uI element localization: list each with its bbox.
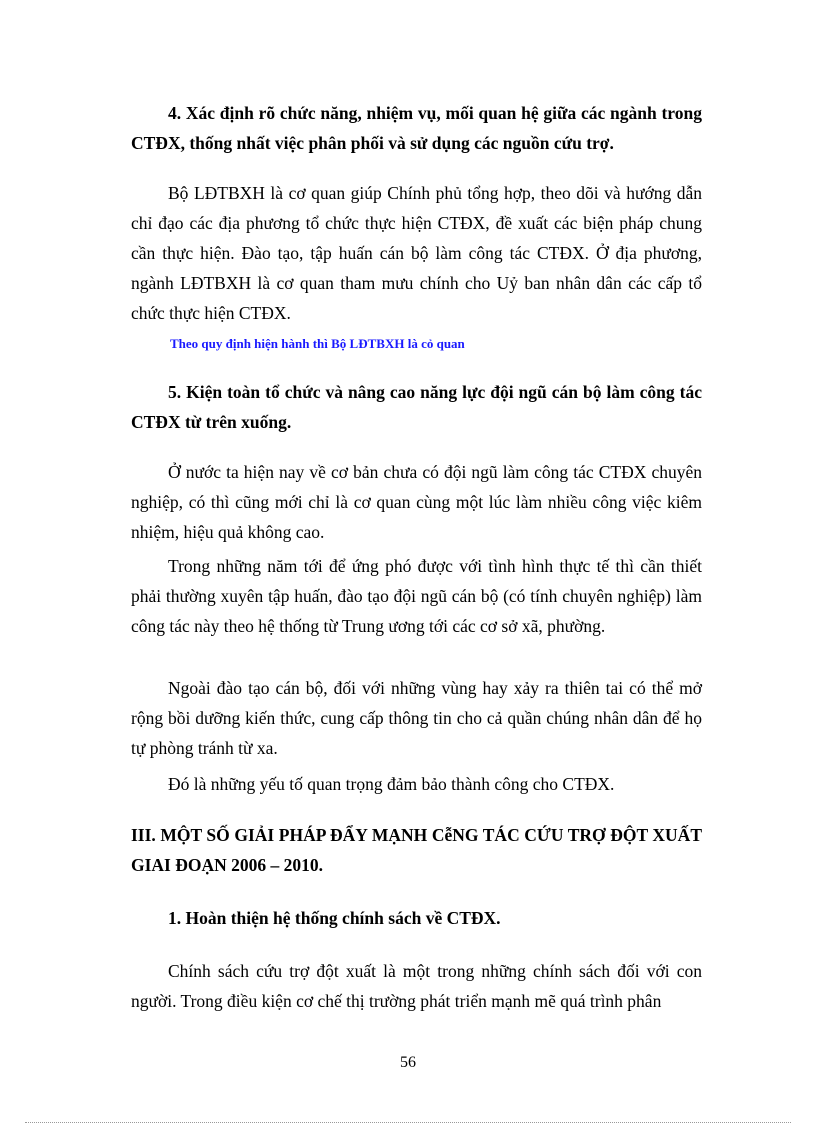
paragraph-conclusion: Đó là những yếu tố quan trọng đảm bảo thành công cho CTĐX.: [168, 774, 615, 794]
paragraph-public-education: Ngoài đào tạo cán bộ, đối với những vùng hay xảy ra thiên tai có thể mở rộng bồi dưỡng kiến thức, cung cấp thông tin cho cả quần chúng nhân dân để họ tự phòng tránh từ xa.: [131, 678, 702, 758]
paragraph-ministry-role: Bộ LĐTBXH là cơ quan giúp Chính phủ tổng hợp, theo dõi và hướng dẫn chỉ đạo các địa phương tổ chức thực hiện CTĐX, đề xuất các biện pháp chung cần thực hiện. Đào tạo, tập huấn cán bộ làm công tác CTĐX. Ở địa phương, ngành LĐTBXH là cơ quan tham mưu chính cho Uỷ ban nhân dân các cấp tổ chức thực hiện CTĐX.: [131, 183, 702, 323]
paragraph-staff-status: Ở nước ta hiện nay về cơ bản chưa có đội ngũ làm công tác CTĐX chuyên nghiệp, có thì cũng mới chỉ là cơ quan cùng một lúc làm nhiều công việc kiêm nhiệm, hiệu quả không cao.: [131, 462, 702, 542]
heading-section-iii: III. MỘT SỐ GIẢI PHÁP ĐẨY MẠNH CễNG TÁC CỨU TRỢ ĐỘT XUẤT GIAI ĐOẠN 2006 – 2010.: [131, 825, 702, 875]
blue-note: Theo quy định hiện hành thì Bộ LĐTBXH là cỏ quan: [170, 336, 465, 351]
heading-section-5: 5. Kiện toàn tổ chức và nâng cao năng lực đội ngũ cán bộ làm công tác CTĐX từ trên xuống.: [131, 382, 702, 432]
heading-subsection-1: 1. Hoàn thiện hệ thống chính sách về CTĐX.: [168, 908, 501, 928]
heading-section-4: 4. Xác định rõ chức năng, nhiệm vụ, mối quan hệ giữa các ngành trong CTĐX, thống nhất việc phân phối và sử dụng các nguồn cứu trợ.: [131, 103, 702, 153]
page-number: 56: [400, 1054, 416, 1071]
paragraph-training: Trong những năm tới để ứng phó được với tình hình thực tế thì cần thiết phải thường xuyên tập huấn, đào tạo đội ngũ cán bộ (có tính chuyên nghiệp) làm công tác này theo hệ thống từ Trung ương tới các cơ sở xã, phường.: [131, 556, 702, 636]
paragraph-policy: Chính sách cứu trợ đột xuất là một trong những chính sách đối với con người. Trong điều kiện cơ chế thị trường phát triển mạnh mẽ quá trình phân: [131, 961, 702, 1011]
